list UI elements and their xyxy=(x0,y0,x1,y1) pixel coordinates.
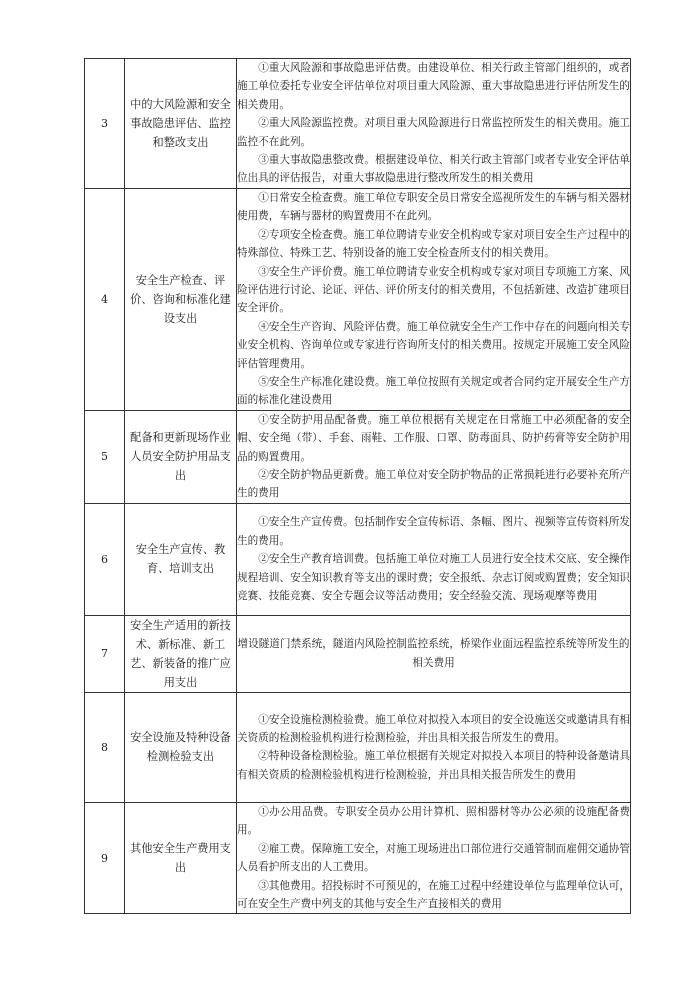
description-paragraph: ①办公用品费。专职安全员办公用计算机、照相器材等办公必须的设施配备费用。 xyxy=(237,805,630,837)
item-description xyxy=(237,615,631,692)
row-number: 8 xyxy=(85,692,125,802)
table-row xyxy=(85,802,631,913)
description-paragraph: ①重大风险源和事故隐患评估费。由建设单位、相关行政主管部门组织的，或者施工单位委托专业安全评估单位对项目重大风险源、重大事故隐患进行评估所发生的相关费用。 xyxy=(237,62,630,111)
table-row xyxy=(85,59,631,189)
item-name: 安全设施及特种设备检测检验支出 xyxy=(125,692,237,802)
item-description xyxy=(237,692,631,802)
item-description xyxy=(237,188,631,410)
description-paragraph: ④安全生产咨询、风险评估费。施工单位就安全生产工作中存在的问题向相关专业安全机构、咨询单位或专家进行咨询所支付的相关费用。按规定开展施工安全风险评估管理费用。 xyxy=(237,320,630,370)
safety-cost-table xyxy=(84,58,631,914)
item-description xyxy=(237,802,631,913)
description-paragraph: ②专项安全检查费。施工单位聘请专业安全机构或专家对项目安全生产过程中的特殊部位、特殊工艺、特别设备的施工安全检查所支付的相关费用。 xyxy=(237,228,630,260)
item-name: 安全生产宣传、教育、培训支出 xyxy=(125,503,237,615)
description-paragraph: ③重大事故隐患整改费。根据建设单位、相关行政主管部门或者专业安全评估单位出具的评估报告，对重大事故隐患进行整改所发生的相关费用 xyxy=(237,154,630,185)
description-paragraph: ②雇工费。保障施工安全，对施工现场进出口部位进行交通管制而雇佣交通协管人员看护所支出的人工费用。 xyxy=(237,842,630,874)
item-description xyxy=(237,410,631,503)
description-paragraph: ②安全防护物品更新费。施工单位对安全防护物品的正常损耗进行必要补充所产生的费用 xyxy=(237,469,630,500)
item-name: 安全生产检查、评价、咨询和标准化建设支出 xyxy=(125,188,237,410)
description-paragraph: ①安全设施检测检验费。施工单位对拟投入本项目的安全设施送交或邀请具有相关资质的检测检验机构进行检测检验，并出具相关报告所发生的费用。 xyxy=(237,713,630,744)
item-name: 中的大风险源和安全事故隐患评估、监控和整改支出 xyxy=(125,59,237,189)
row-number: 7 xyxy=(85,615,125,692)
table-row xyxy=(85,410,631,503)
description-paragraph: ①日常安全检查费。施工单位专职安全员日常安全巡视所发生的车辆与相关器材使用费，车辆与器材的购置费用不在此列。 xyxy=(237,191,630,223)
description-paragraph: ①安全防护用品配备费。施工单位根据有关规定在日常施工中必须配备的安全帽、安全绳（带）、手套、雨鞋、工作服、口罩、防毒面具、防护药膏等安全防护用品的购置费用。 xyxy=(237,413,630,463)
row-number: 9 xyxy=(85,802,125,913)
item-description xyxy=(237,59,631,189)
item-name: 配备和更新现场作业人员安全防护用品支出 xyxy=(125,410,237,503)
row-number: 6 xyxy=(85,503,125,615)
description-paragraph: ③安全生产评价费。施工单位聘请专业安全机构或专家对项目专项施工方案、风险评估进行讨论、论证、评估、评价所支付的相关费用，不包括新建、改造扩建项目安全评价。 xyxy=(237,265,630,315)
table-row xyxy=(85,188,631,410)
description-paragraph: ②特种设备检测检验。施工单位根据有关规定对拟投入本项目的特种设备邀请具有相关资质的检测检验机构进行检测检验，并出具相关报告所发生的费用 xyxy=(237,750,630,781)
table-row xyxy=(85,692,631,802)
description-paragraph: ①安全生产宣传费。包括制作安全宣传标语、条幅、图片、视频等宣传资料所发生的费用。 xyxy=(237,516,630,547)
table-row xyxy=(85,503,631,615)
item-name: 其他安全生产费用支出 xyxy=(125,802,237,913)
description-paragraph: ⑤安全生产标准化建设费。施工单位按照有关规定或者合同约定开展安全生产方面的标准化建设费用 xyxy=(237,375,630,407)
description-paragraph: 增设隧道门禁系统，隧道内风险控制监控系统，桥梁作业面远程监控系统等所发生的相关费用 xyxy=(237,638,630,669)
table-row xyxy=(85,615,631,692)
row-number: 5 xyxy=(85,410,125,503)
description-paragraph: ②安全生产教育培训费。包括施工单位对施工人员进行安全技术交底、安全操作规程培训、安全知识教育等支出的课时费；安全报纸、杂志订阅或购置费；安全知识竞赛、技能竞赛、安全专题会议等活动费用；安全经验交流、现场观摩等费用 xyxy=(237,553,630,602)
item-description xyxy=(237,503,631,615)
row-number: 3 xyxy=(85,59,125,189)
description-paragraph: ③其他费用。招投标时不可预见的，在施工过程中经建设单位与监理单位认可，可在安全生产费中列支的其他与安全生产直接相关的费用 xyxy=(237,879,630,910)
row-number: 4 xyxy=(85,188,125,410)
item-name: 安全生产适用的新技术、新标准、新工艺、新装备的推广应用支出 xyxy=(125,615,237,692)
description-paragraph: ②重大风险源监控费。对项目重大风险源进行日常监控所发生的相关费用。施工监控不在此列。 xyxy=(237,117,630,148)
